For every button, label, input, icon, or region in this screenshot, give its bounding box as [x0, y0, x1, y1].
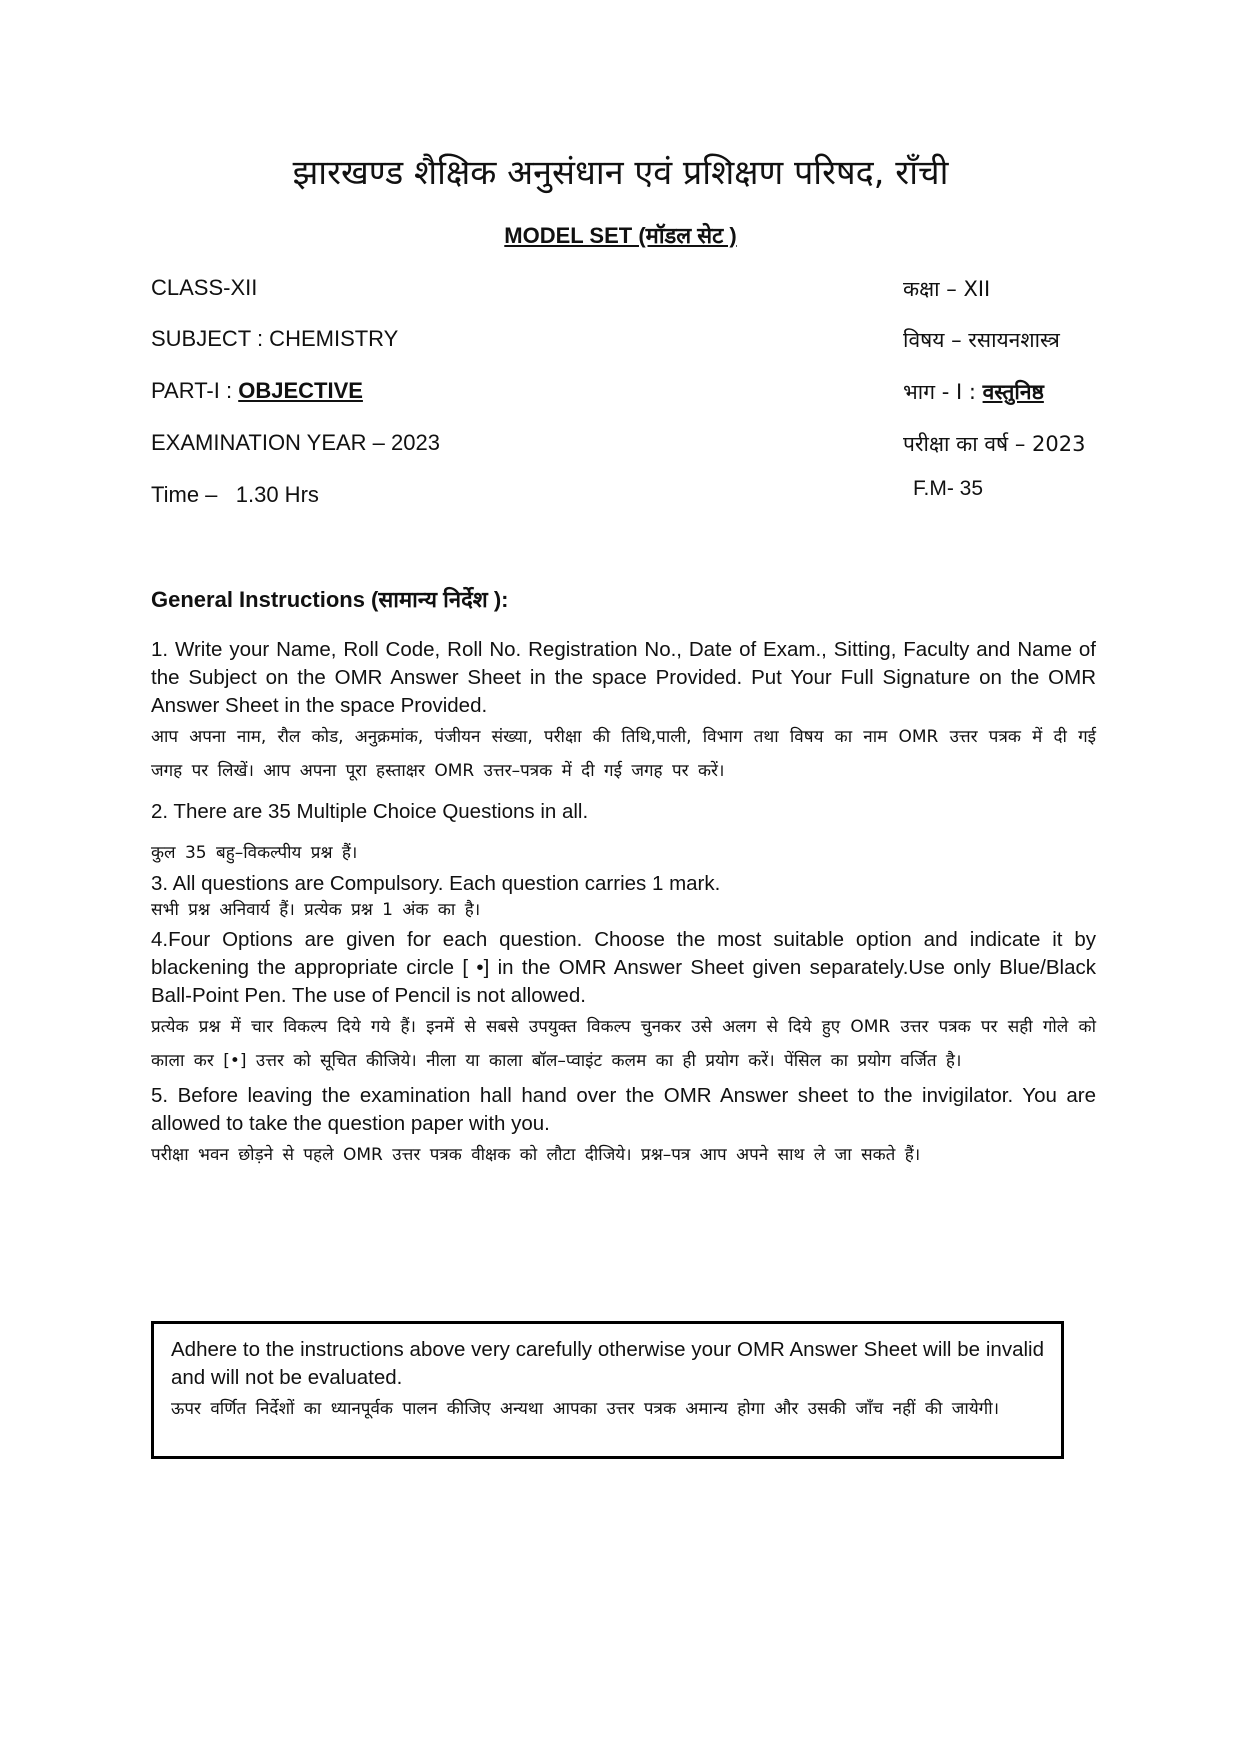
part-value-hindi: वस्तुनिष्ठ — [982, 380, 1044, 404]
part-prefix: PART-I : — [151, 378, 239, 403]
class-label: CLASS-XII — [151, 275, 258, 300]
part-label — [151, 378, 363, 404]
full-marks-label: F.M- 35 — [913, 477, 984, 500]
exam-year-label-hindi: परीक्षा का वर्ष – 2023 — [903, 432, 1086, 456]
instruction-1-hindi: आप अपना नाम, रौल कोड, अनुक्रमांक, पंजीयन संख्या, परीक्षा की तिथि,पाली, विभाग तथा विषय का नाम OMR उत्तर पत्रक में दी गई जगह पर लिखें। आप अपना पूरा हस्ताक्षर OMR उत्तर–पत्रक में दी गई जगह पर करें। — [151, 727, 1096, 781]
instruction-2-english: 2. There are 35 Multiple Choice Questions in all. — [151, 800, 589, 823]
instruction-1-english: 1. Write your Name, Roll Code, Roll No. Registration No., Date of Exam., Sitting, Faculty and Name of the Subject on the OMR Answer Sheet in the space Provided. Put Your Full Signature on the OMR Answer Sheet in the space Provided. — [151, 638, 1096, 717]
instruction-3-hindi: सभी प्रश्न अनिवार्य हैं। प्रत्येक प्रश्न 1 अंक का है। — [151, 900, 481, 920]
instruction-4-english: 4.Four Options are given for each question. Choose the most suitable option and indicate it by blackening the appropriate circle [ •] in the OMR Answer Sheet given separately.Use only Blue/Black Ball-Point Pen. The use of Pencil is not allowed. — [151, 928, 1096, 1007]
part-value: OBJECTIVE — [238, 378, 363, 403]
warning-notice-box — [151, 1321, 1064, 1459]
exam-year-label: EXAMINATION YEAR – 2023 — [151, 430, 440, 455]
part-label-hindi — [903, 378, 1044, 406]
instructions-heading: General Instructions (सामान्य निर्देश ): — [151, 587, 509, 612]
instruction-3-english: 3. All questions are Compulsory. Each question carries 1 mark. — [151, 872, 721, 895]
instruction-5-english: 5. Before leaving the examination hall hand over the OMR Answer sheet to the invigilator. You are allowed to take the question paper with you. — [151, 1084, 1096, 1135]
instruction-5-hindi: परीक्षा भवन छोड़ने से पहले OMR उत्तर पत्रक वीक्षक को लौटा दीजिये। प्रश्न–पत्र आप अपने साथ ले जा सकते हैं। — [151, 1145, 921, 1165]
subject-label-hindi: विषय – रसायनशास्त्र — [903, 328, 1060, 352]
notice-english: Adhere to the instructions above very carefully otherwise your OMR Answer Sheet will be invalid and will not be evaluated. — [171, 1338, 1044, 1389]
instructions-list — [151, 636, 1096, 1172]
page-title: झारखण्ड शैक्षिक अनुसंधान एवं प्रशिक्षण परिषद, राँची — [292, 153, 949, 193]
class-label-hindi: कक्षा – XII — [903, 277, 991, 301]
instruction-2-hindi: कुल 35 बहु–विकल्पीय प्रश्न हैं। — [151, 843, 358, 863]
notice-hindi: ऊपर वर्णित निर्देशों का ध्यानपूर्वक पालन कीजिए अन्यथा आपका उत्तर पत्रक अमान्य होगा और उसकी जाँच नहीं की जायेगी। — [171, 1399, 1000, 1419]
subject-label: SUBJECT : CHEMISTRY — [151, 326, 399, 351]
time-label: Time – 1.30 Hrs — [151, 482, 319, 507]
instruction-4-hindi: प्रत्येक प्रश्न में चार विकल्प दिये गये हैं। इनमें से सबसे उपयुक्त विकल्प चुनकर उसे अलग से दिये हुए OMR उत्तर पत्रक पर सही गोले को काला कर [•] उत्तर को सूचित कीजिये। नीला या काला बॉल–प्वाइंट कलम का ही प्रयोग करें। पेंसिल का प्रयोग वर्जित है। — [151, 1017, 1096, 1071]
part-prefix-hindi: भाग - I : — [903, 380, 983, 404]
model-set-heading: MODEL SET (मॉडल सेट ) — [504, 223, 737, 248]
